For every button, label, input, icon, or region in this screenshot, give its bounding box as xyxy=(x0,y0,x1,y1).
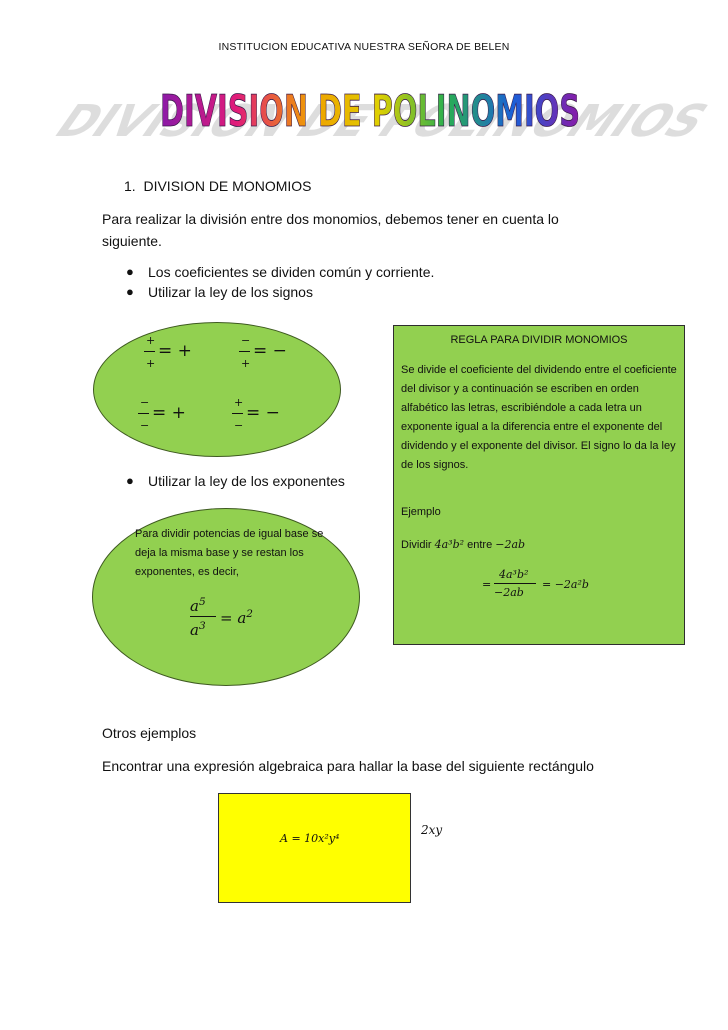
intro-paragraph: Para realizar la división entre dos monomios, debemos tener en cuenta lo siguiente. xyxy=(102,211,559,249)
bullet-item: ● Utilizar la ley de los exponentes xyxy=(126,473,345,489)
exponent-rule-text: Para dividir potencias de igual base se deja la misma base y se restan los exponentes, es decir, xyxy=(135,528,324,578)
other-examples-heading: Otros ejemplos xyxy=(102,725,197,741)
rectangle-area: A = 10x²y⁴ xyxy=(280,832,340,845)
rectangle-side: 2xy xyxy=(421,823,443,837)
wordart-title xyxy=(43,78,721,148)
example-label: Ejemplo xyxy=(401,506,441,518)
section-heading: 1. DIVISION DE MONOMIOS xyxy=(124,178,312,194)
page-header: INSTITUCION EDUCATIVA NUESTRA SEÑORA DE BELEN xyxy=(218,41,510,53)
rule-box: REGLA PARA DIVIDIR MONOMIOS Se divide el coeficiente del dividendo entre el coeficiente del divisor y a continuación se escriben en orden alfabético las letras, escribiéndole a cada letra un exponente igual a la diferencia entre el exponente del dividendo y el exponente del divisor. El signo lo da la ley de los signos. Ejemplo Dividir 4a³b² entre −2ab = 4a³b² −2ab = −2a²b xyxy=(393,325,685,645)
sign-rules-ellipse: + + = + − + = − − − = + + − = − xyxy=(93,322,341,457)
bullet-item: ● Utilizar la ley de los signos xyxy=(126,284,313,300)
bullet-dot-icon: ● xyxy=(126,473,134,488)
rule-box-body: Se divide el coeficiente del dividendo entre el coeficiente del divisor y a continuación se escriben en orden alfabético las letras, escribiéndole a cada letra un exponente igual a la diferencia entre el exponente del dividendo y el exponente del divisor. El signo lo da la ley de los signos. xyxy=(401,364,677,471)
other-examples-prompt: Encontrar una expresión algebraica para hallar la base del siguiente rectángulo xyxy=(102,758,594,774)
yellow-rectangle xyxy=(218,793,411,903)
wordart-text: DIVISION DE POLINOMIOS xyxy=(160,86,580,137)
rule-box-title: REGLA PARA DIVIDIR MONOMIOS xyxy=(450,334,628,346)
wordart-shadow: DIVISION DE POLINOMIOS xyxy=(43,94,721,147)
bullet-dot-icon: ● xyxy=(126,264,134,279)
example-statement: Dividir 4a³b² entre −2ab xyxy=(401,538,526,551)
bullet-dot-icon: ● xyxy=(126,284,134,299)
bullet-item: ● Los coeficientes se dividen común y corriente. xyxy=(126,264,435,280)
